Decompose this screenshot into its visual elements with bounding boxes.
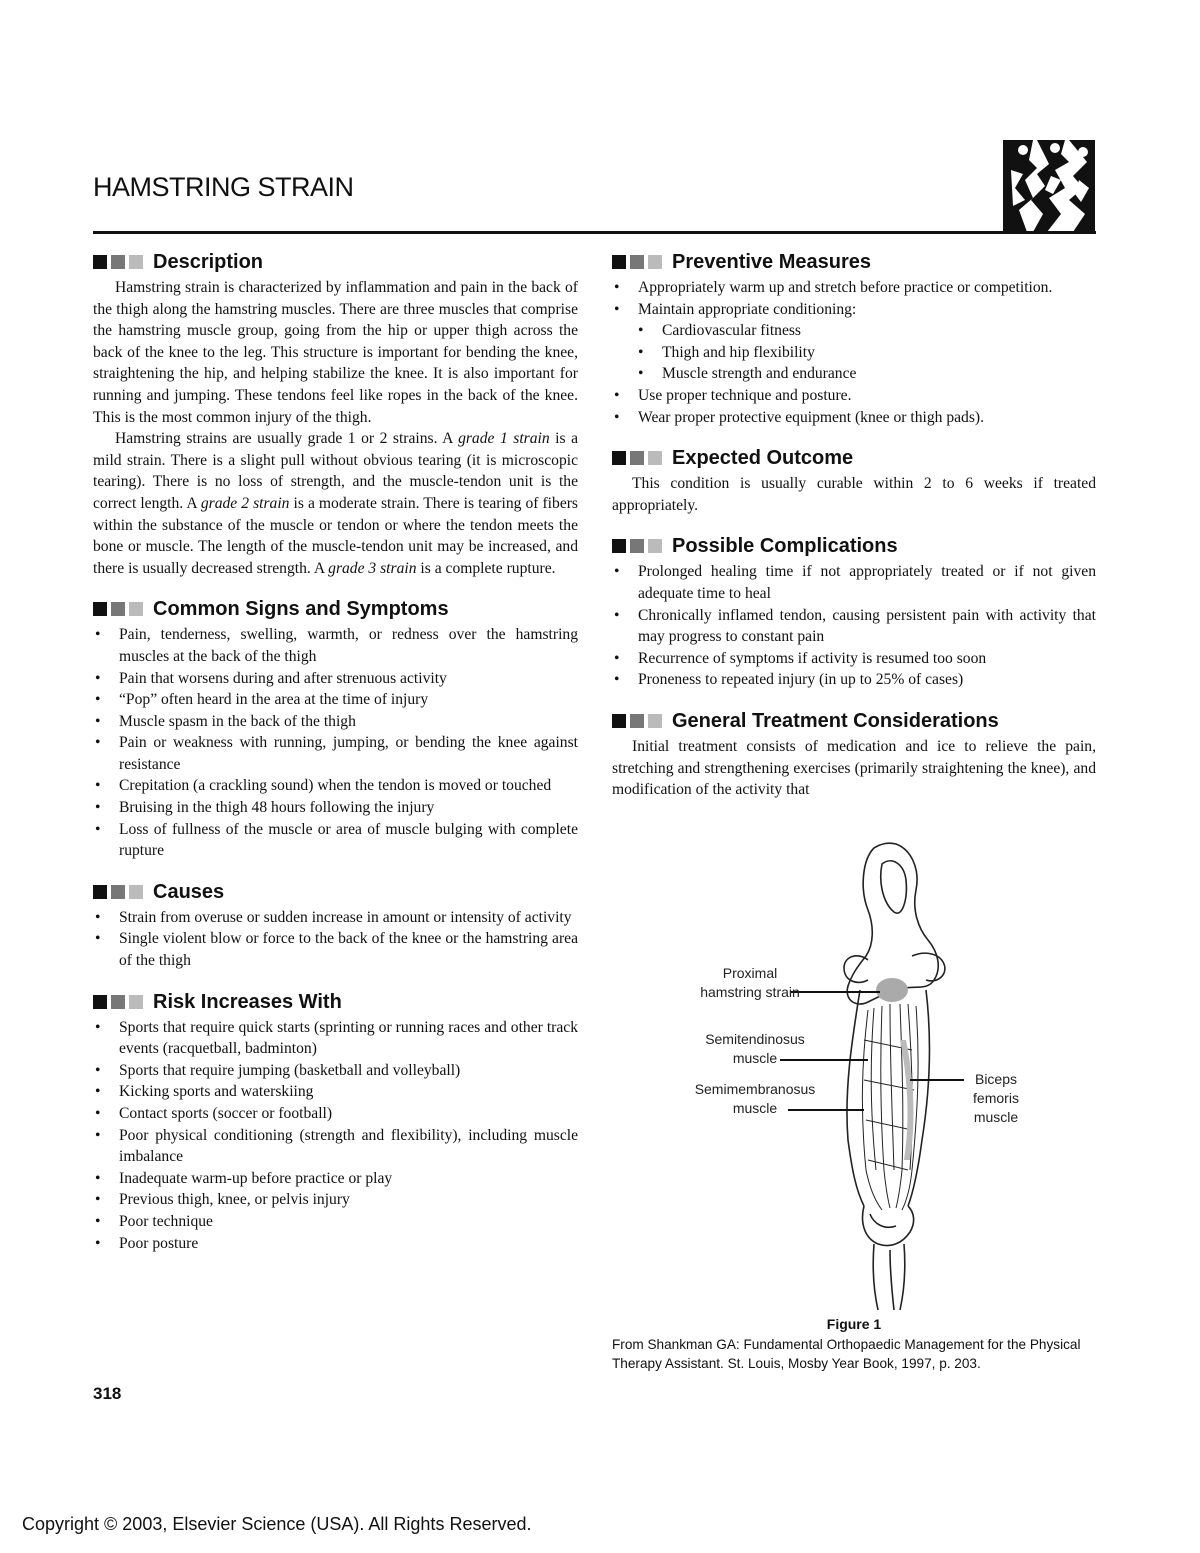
list-item: • Proneness to repeated injury (in up to 25% of cases)	[612, 669, 1096, 691]
section-heading	[612, 446, 1096, 470]
list-item: • Pain that worsens during and after strenuous activity	[93, 668, 578, 690]
heading-square-icon	[612, 714, 626, 728]
bullet-list	[93, 907, 578, 972]
heading-text: Preventive Measures	[672, 251, 872, 273]
list-item: • Pain or weakness with running, jumping, or bending the knee against resistance	[93, 732, 578, 775]
list-item: • Bruising in the thigh 48 hours following the injury	[93, 797, 578, 819]
heading-square-icon	[111, 255, 125, 269]
heading-text: General Treatment Considerations	[672, 709, 999, 732]
page-number: 318	[93, 1384, 122, 1403]
paragraph: Initial treatment consists of medication and ice to relieve the pain, stretching and strengthening exercises (primarily straightening the knee), and modification of the activity that	[612, 737, 1096, 799]
list-item: • “Pop” often heard in the area at the time of injury	[93, 689, 578, 711]
heading-text: Possible Complications	[672, 535, 898, 558]
list-item: • Sports that require jumping (basketball and volleyball)	[93, 1060, 578, 1082]
section-heading	[93, 990, 578, 1014]
preventive-section	[612, 250, 1096, 428]
list-item: • Use proper technique and posture.	[612, 385, 1096, 407]
heading-square-icon	[630, 451, 644, 465]
heading-square-icon	[93, 995, 107, 1009]
label-semimembranosus: Semimembranosus muscle	[694, 1081, 816, 1116]
outcome-section	[612, 446, 1096, 516]
signs-section	[93, 597, 578, 862]
page-title: HAMSTRING STRAIN	[93, 172, 354, 202]
list-item: • Contact sports (soccer or football)	[93, 1103, 578, 1125]
copyright-notice: Copyright © 2003, Elsevier Science (USA). All Rights Reserved.	[22, 1514, 532, 1534]
heading-square-icon	[111, 995, 125, 1009]
bullet-list	[93, 1017, 578, 1255]
risk-section	[93, 990, 578, 1255]
heading-square-icon	[129, 885, 143, 899]
paragraph: Hamstring strain is characterized by inflammation and pain in the back of the thigh along the hamstring muscles. There are three muscles that comprise the hamstring muscle group, going from the hip or upper thigh across the back of the knee to the leg. This structure is important for bending the knee, straightening the hip, and helping stabilize the knee. It is also important for running and jumping. These tendons feel like ropes in the back of the knee. This is the most common injury of the thigh.	[93, 279, 578, 426]
heading-square-icon	[93, 885, 107, 899]
text-run: is a mild strain. There is a slight pull without obvious tearing (it is microscopic tearing). There is no loss of strength, and the muscle-tendon unit is the correct length. A	[93, 430, 578, 512]
label-biceps-femoris: Biceps femoris muscle	[973, 1071, 1019, 1125]
heading-square-icon	[612, 539, 626, 553]
list-item: • Loss of fullness of the muscle or area of muscle bulging with complete rupture	[93, 819, 578, 862]
heading-square-icon	[111, 602, 125, 616]
list-item: • Recurrence of symptoms if activity is resumed too soon	[612, 648, 1096, 670]
heading-square-icon	[111, 885, 125, 899]
heading-square-icon	[612, 451, 626, 465]
list-item: • Kicking sports and waterskiing	[93, 1081, 578, 1103]
text-run: is a complete rupture.	[416, 559, 556, 577]
heading-square-icon	[630, 255, 644, 269]
list-item: • Muscle spasm in the back of the thigh	[93, 711, 578, 733]
list-item: • Chronically inflamed tendon, causing persistent pain with activity that may progress to constant pain	[612, 605, 1096, 648]
header-rule	[93, 231, 1096, 234]
text-run: is a moderate strain. There is tearing of fibers within the substance of the muscle or tendon or where the tendon meets the bone or muscle. The length of the muscle-tendon unit may be increased, and there is usually decreased strength. A	[93, 494, 578, 577]
runners-logo	[1003, 140, 1095, 232]
heading-square-icon	[648, 539, 662, 553]
list-item: • Strain from overuse or sudden increase in amount or intensity of activity	[93, 907, 578, 929]
heading-square-icon	[129, 602, 143, 616]
paragraph: This condition is usually curable within 2 to 6 weeks if treated appropriately.	[612, 475, 1096, 514]
list-item: • Poor posture	[93, 1233, 578, 1255]
list-item: • Prolonged healing time if not appropriately treated or if not given adequate time to heal	[612, 561, 1096, 604]
sub-list-item: • Cardiovascular fitness	[612, 320, 1096, 342]
bullet-list	[612, 277, 1096, 428]
heading-square-icon	[93, 255, 107, 269]
section-heading	[93, 880, 578, 904]
list-item: • Poor technique	[93, 1211, 578, 1233]
sub-list-item: • Thigh and hip flexibility	[612, 342, 1096, 364]
list-item: • Inadequate warm-up before practice or play	[93, 1168, 578, 1190]
bullet-list	[612, 561, 1096, 691]
label-semitendinosus: Semitendinosus muscle	[705, 1031, 805, 1066]
sub-list-item: • Muscle strength and endurance	[612, 363, 1096, 385]
heading-square-icon	[630, 539, 644, 553]
text-run: Hamstring strains are usually grade 1 or 2 strains. A	[115, 430, 459, 448]
list-item: • Pain, tenderness, swelling, warmth, or redness over the hamstring muscles at the back of the thigh	[93, 624, 578, 667]
heading-text: Causes	[153, 880, 225, 903]
emphasis: grade 3 strain	[328, 559, 417, 577]
list-item: • Single violent blow or force to the back of the knee or the hamstring area of the thigh	[93, 928, 578, 971]
bullet-list	[93, 624, 578, 862]
section-heading	[93, 597, 578, 621]
list-item: • Previous thigh, knee, or pelvis injury	[93, 1189, 578, 1211]
heading-square-icon	[612, 255, 626, 269]
section-heading	[93, 250, 578, 274]
heading-text: Expected Outcome	[672, 447, 854, 470]
section-heading	[612, 709, 1096, 733]
section-heading	[612, 534, 1096, 558]
heading-square-icon	[93, 602, 107, 616]
list-item: • Poor physical conditioning (strength and flexibility), including muscle imbalance	[93, 1125, 578, 1168]
heading-text: Description	[153, 251, 264, 273]
list-item: • Wear proper protective equipment (knee or thigh pads).	[612, 407, 1096, 429]
heading-text: Common Signs and Symptoms	[153, 598, 449, 621]
list-item: • Appropriately warm up and stretch before practice or competition.	[612, 277, 1096, 299]
heading-square-icon	[648, 255, 662, 269]
heading-square-icon	[129, 995, 143, 1009]
heading-text: Risk Increases With	[153, 990, 342, 1013]
strain-highlight	[876, 978, 908, 1002]
list-item: • Maintain appropriate conditioning:	[612, 299, 1096, 321]
causes-section	[93, 880, 578, 972]
anatomy-figure	[612, 840, 1096, 1320]
list-item: • Sports that require quick starts (sprinting or running races and other track events (racquetball, badminton)	[93, 1017, 578, 1060]
heading-square-icon	[648, 714, 662, 728]
section-heading	[612, 250, 1096, 274]
figure-caption: From Shankman GA: Fundamental Orthopaedic Management for the Physical Therapy Assistant. St. Louis, Mosby Year Book, 1997, p. 203.	[612, 1337, 1081, 1371]
list-item: • Crepitation (a crackling sound) when the tendon is moved or touched	[93, 775, 578, 797]
emphasis: grade 2 strain	[200, 494, 290, 512]
emphasis: grade 1 strain	[458, 430, 550, 448]
description-section	[93, 250, 578, 579]
heading-square-icon	[630, 714, 644, 728]
paragraph	[93, 428, 578, 579]
figure-caption-title: Figure 1	[826, 1316, 882, 1332]
complications-section	[612, 534, 1096, 691]
left-column	[93, 250, 578, 1272]
right-column	[612, 250, 1096, 819]
treatment-section	[612, 709, 1096, 801]
heading-square-icon	[129, 255, 143, 269]
label-proximal-strain: Proximal hamstring strain	[700, 965, 800, 1000]
heading-square-icon	[648, 451, 662, 465]
